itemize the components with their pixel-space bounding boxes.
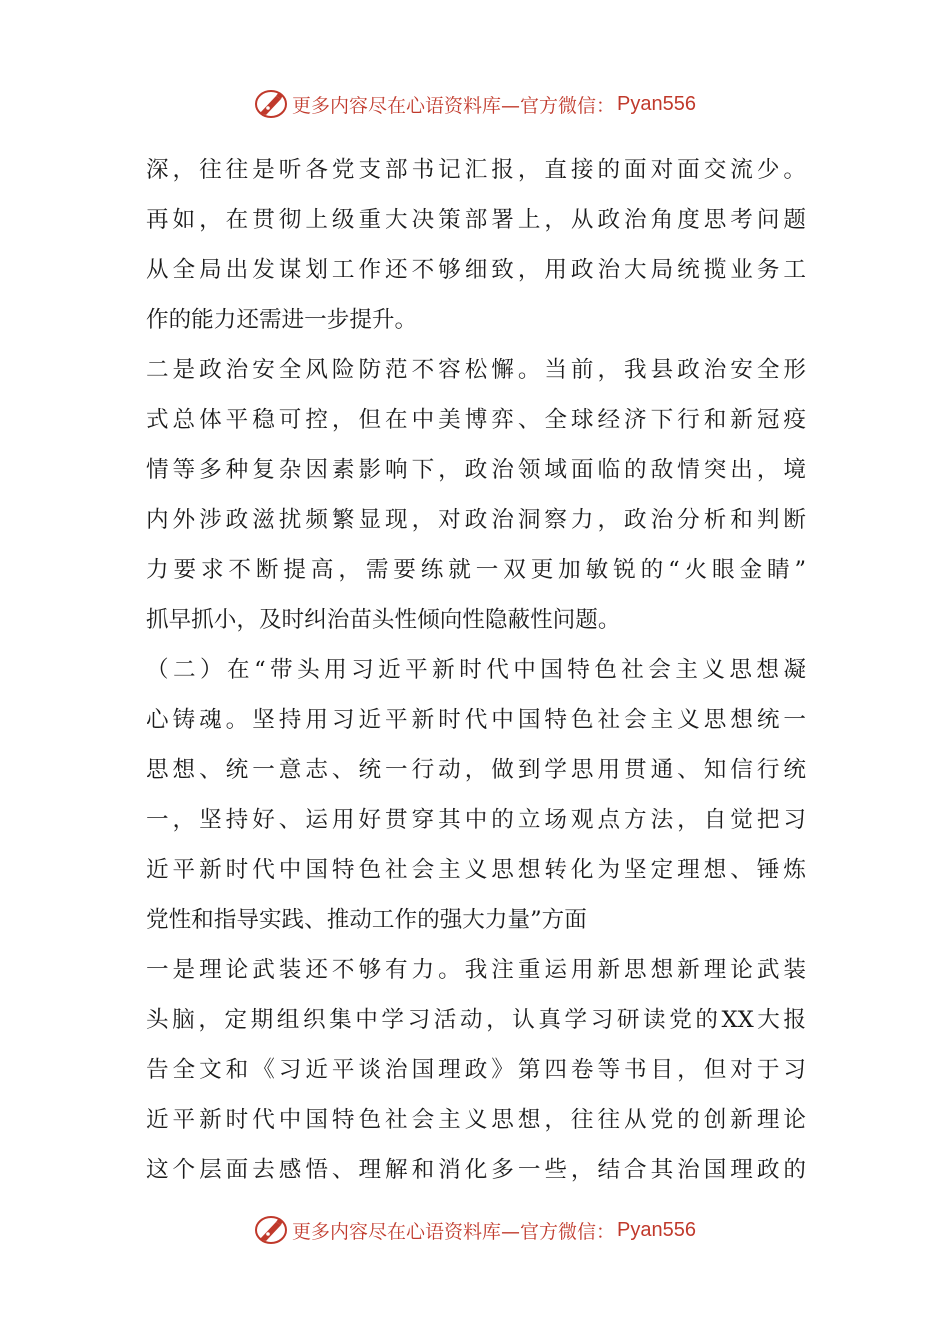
text-line: 一，坚持好、运用好贯穿其中的立场观点方法，自觉把习 [146,807,806,833]
text-line: 从全局出发谋划工作还不够细致，用政治大局统揽业务工 [146,257,806,283]
watermark-text: 更多内容尽在心语资料库—官方微信： [292,94,616,117]
text-line: 深，往往是听各党支部书记汇报，直接的面对面交流少。 [146,157,806,183]
text-line: 抓早抓小，及时纠治苗头性倾向性隐蔽性问题。 [146,607,621,633]
text-line: 党性和指导实践、推动工作的强大力量”方面 [146,907,587,933]
text-line: 力要求不断提高，需要练就一双更加敏锐的“火眼金睛” [146,557,806,583]
watermark-footer [0,1210,950,1250]
text-line: 这个层面去感悟、理解和消化多一些，结合其治国理政的 [146,1157,806,1183]
watermark-header [0,84,950,124]
watermark-text: 更多内容尽在心语资料库—官方微信： [292,1220,616,1243]
watermark-wechat-id: Pyan556 [617,1218,696,1241]
text-line: 心铸魂。坚持用习近平新时代中国特色社会主义思想统一 [146,707,806,733]
text-line: 告全文和《习近平谈治国理政》第四卷等书目，但对于习 [146,1057,806,1083]
text-line: 作的能力还需进一步提升。 [146,307,418,333]
text-line: 内外涉政滋扰频繁显现，对政治洞察力，政治分析和判断 [146,507,806,533]
text-line: 再如，在贯彻上级重大决策部署上，从政治角度思考问题 [146,207,806,233]
document-body [146,145,806,1195]
text-line: （二）在“带头用习近平新时代中国特色社会主义思想凝 [146,657,806,683]
text-line: 一是理论武装还不够有力。我注重运用新思想新理论武装 [146,957,806,983]
text-line: 情等多种复杂因素影响下，政治领域面临的敌情突出，境 [146,457,806,483]
text-line: 近平新时代中国特色社会主义思想转化为坚定理想、锤炼 [146,857,806,883]
text-line: 近平新时代中国特色社会主义思想，往往从党的创新理论 [146,1107,806,1133]
text-line: 式总体平稳可控，但在中美博弈、全球经济下行和新冠疫 [146,407,806,433]
pen-nib-logo-icon [254,87,288,121]
text-line: 头脑，定期组织集中学习活动，认真学习研读党的XX大报 [146,1007,806,1033]
text-line: 思想、统一意志、统一行动，做到学思用贯通、知信行统 [146,757,806,783]
pen-nib-logo-icon [254,1213,288,1247]
watermark-wechat-id: Pyan556 [617,92,696,115]
text-line: 二是政治安全风险防范不容松懈。当前，我县政治安全形 [146,357,806,383]
